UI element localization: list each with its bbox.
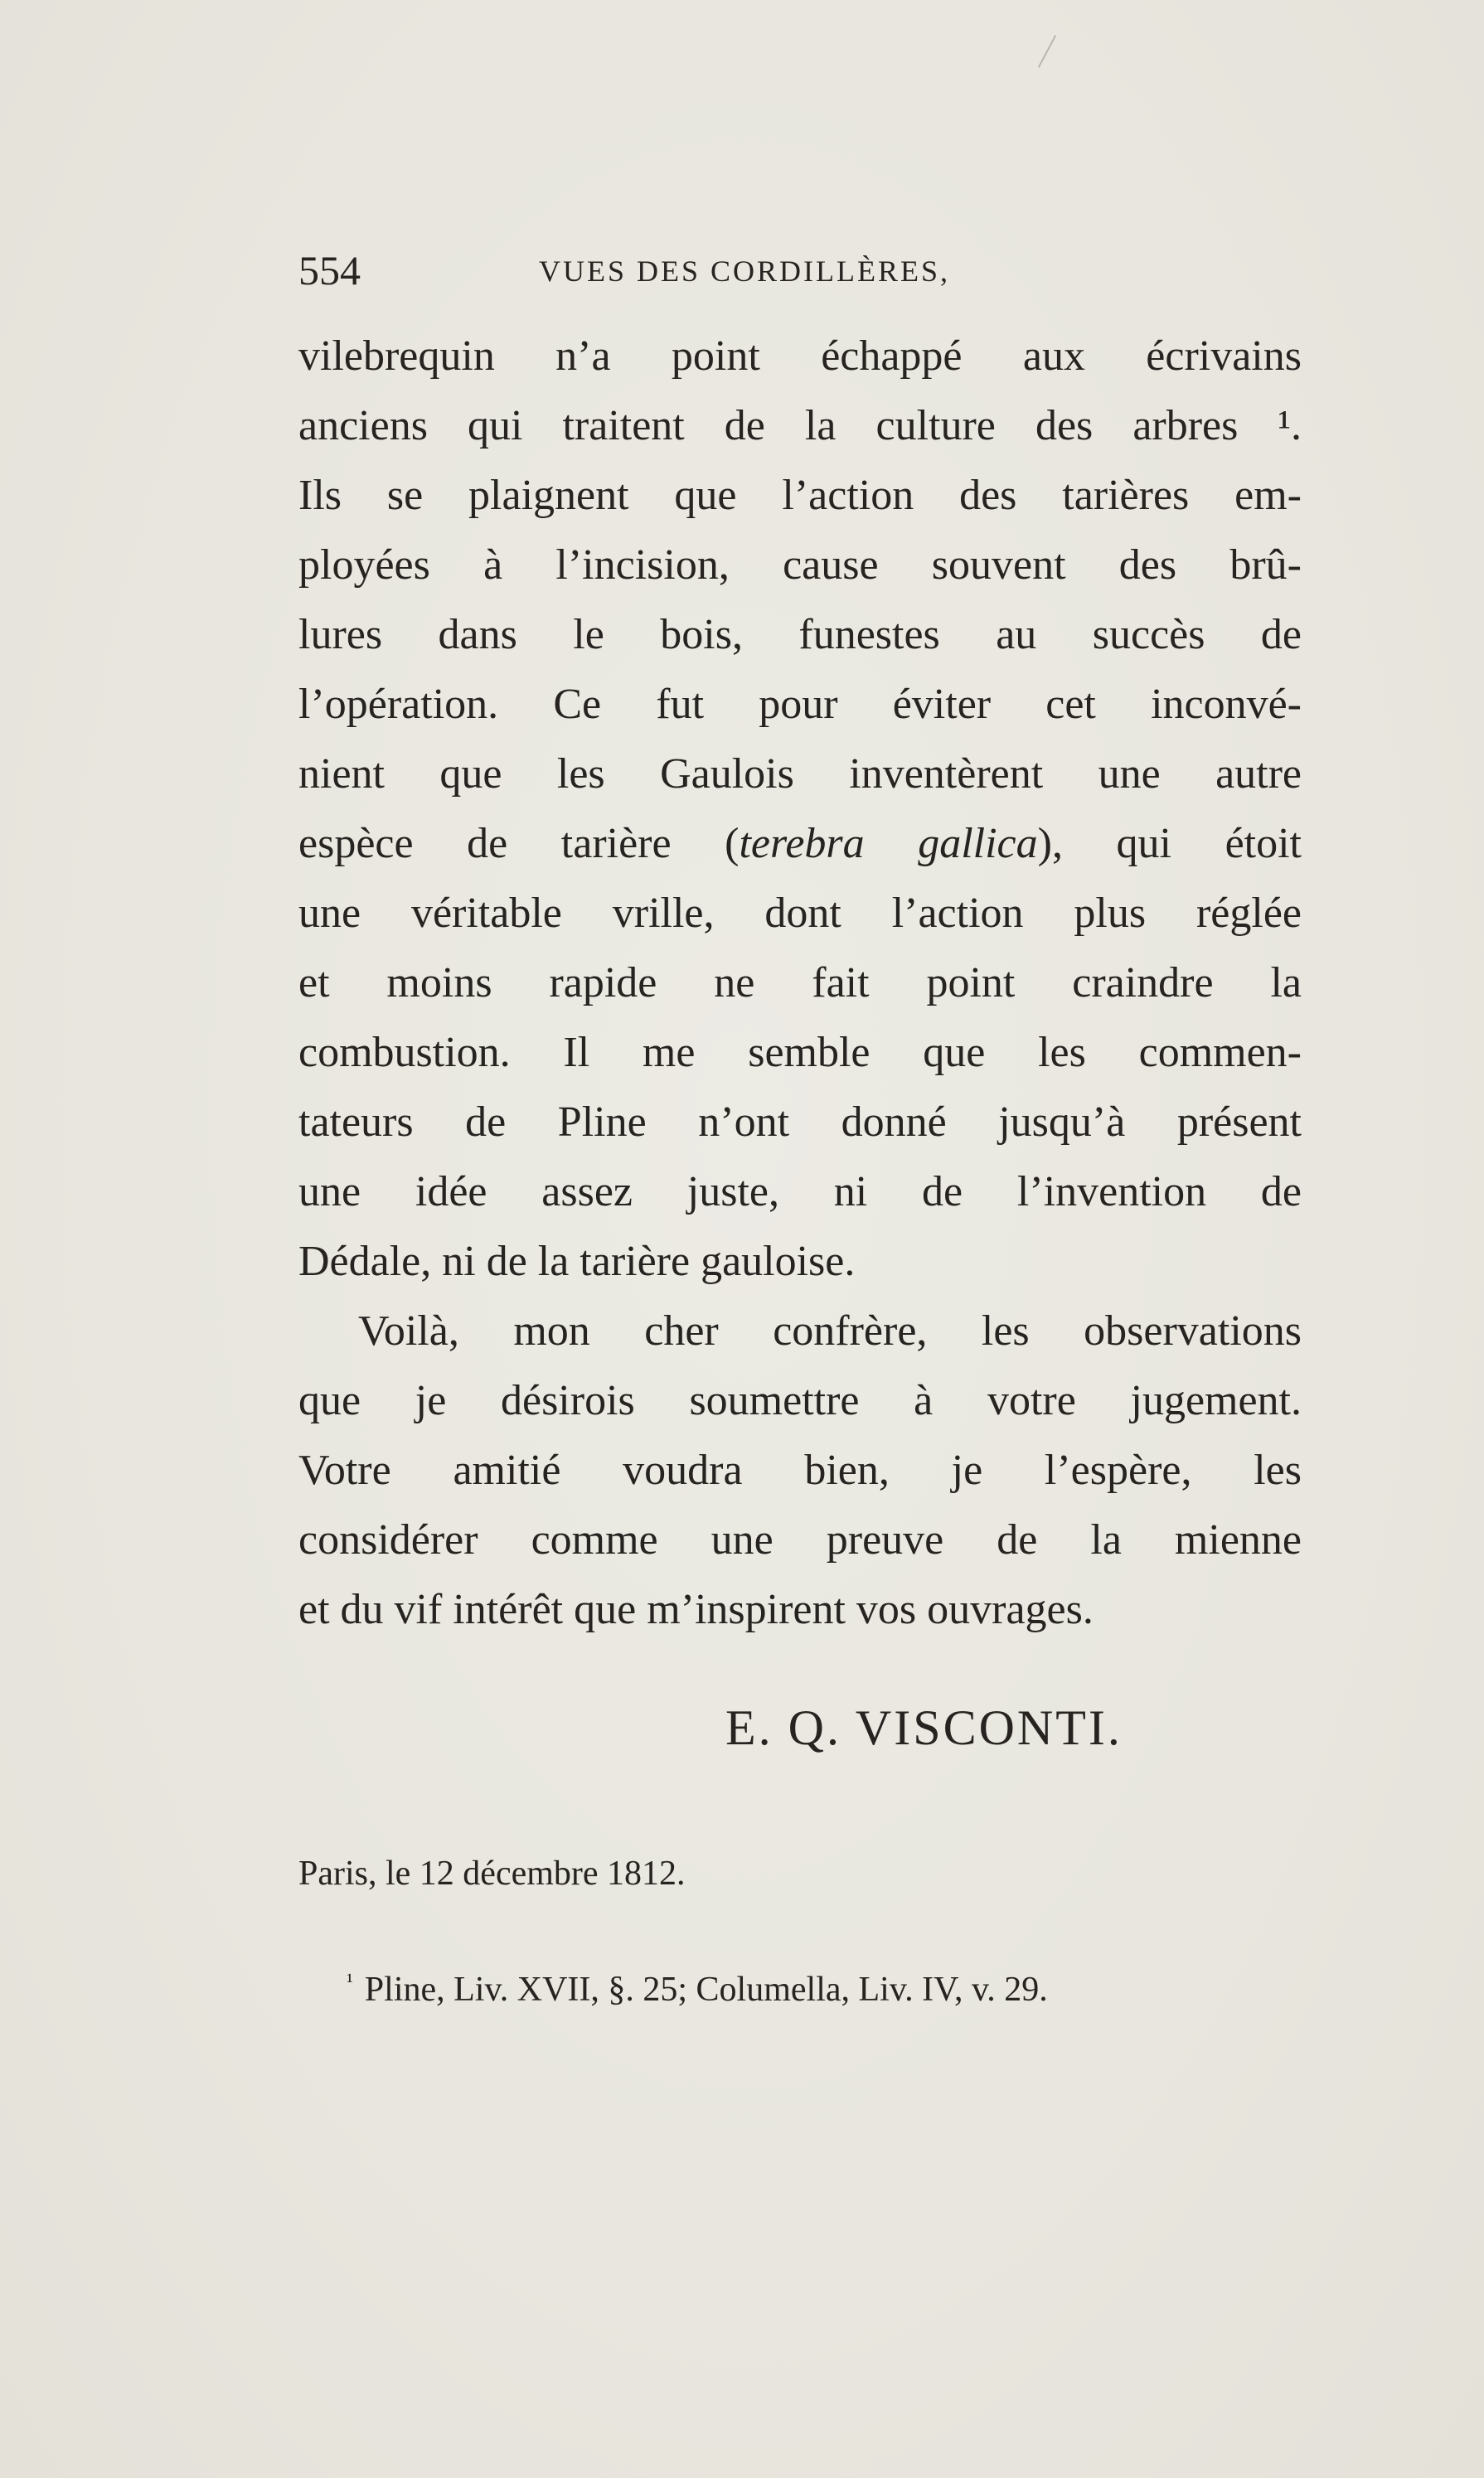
text-line: anciens qui traitent de la culture des arbres ¹. [298,402,1302,449]
text-line: Ils se plaignent que l’action des tarières em- [298,472,1302,519]
text-line-with-italic: espèce de tarière (terebra gallica), qui étoit [298,820,1302,867]
text-line: nient que les Gaulois inventèrent une autre [298,750,1302,798]
text-line: lures dans le bois, funestes au succès de [298,611,1302,658]
text-line: l’opération. Ce fut pour éviter cet inconvé- [298,681,1302,728]
text-line: Votre amitié voudra bien, je l’espère, les [298,1447,1302,1494]
footnote-marker: ¹ [347,1969,353,1993]
footnote [347,1957,1048,2015]
text-line: tateurs de Pline n’ont donné jusqu’à présent [298,1098,1302,1146]
running-head: VUES DES CORDILLÈRES, [539,255,951,288]
dateline: Paris, le 12 décembre 1812. [298,1855,686,1893]
body-text [298,322,1302,1645]
text-line: Dédale, ni de la tarière gauloise. [298,1238,856,1285]
text-line: une idée assez juste, ni de l’invention de [298,1168,1302,1215]
text-line: ployées à l’incision, cause souvent des brû- [298,541,1302,589]
text-line: que je désirois soumettre à votre jugement. [298,1377,1302,1424]
text-line: et moins rapide ne fait point craindre la [298,959,1302,1006]
italic-phrase: terebra gallica [739,820,1038,867]
text-line: considérer comme une preuve de la mienne [298,1516,1302,1564]
signature: E. Q. VISCONTI. [725,1700,1123,1755]
scan-speck [1038,35,1056,68]
footnote-text: Pline, Liv. XVII, §. 25; Columella, Liv. IV, v. 29. [364,1971,1048,2009]
text-line: Voilà, mon cher confrère, les observations [358,1307,1302,1355]
text-line: vilebrequin n’a point échappé aux écrivains [298,332,1302,380]
text-line: et du vif intérêt que m’inspirent vos ouvrages. [298,1586,1094,1633]
text-line: combustion. Il me semble que les commen- [298,1029,1302,1076]
text-line: une véritable vrille, dont l’action plus réglée [298,890,1302,937]
page-number: 554 [298,247,361,293]
page-header [298,245,1194,295]
